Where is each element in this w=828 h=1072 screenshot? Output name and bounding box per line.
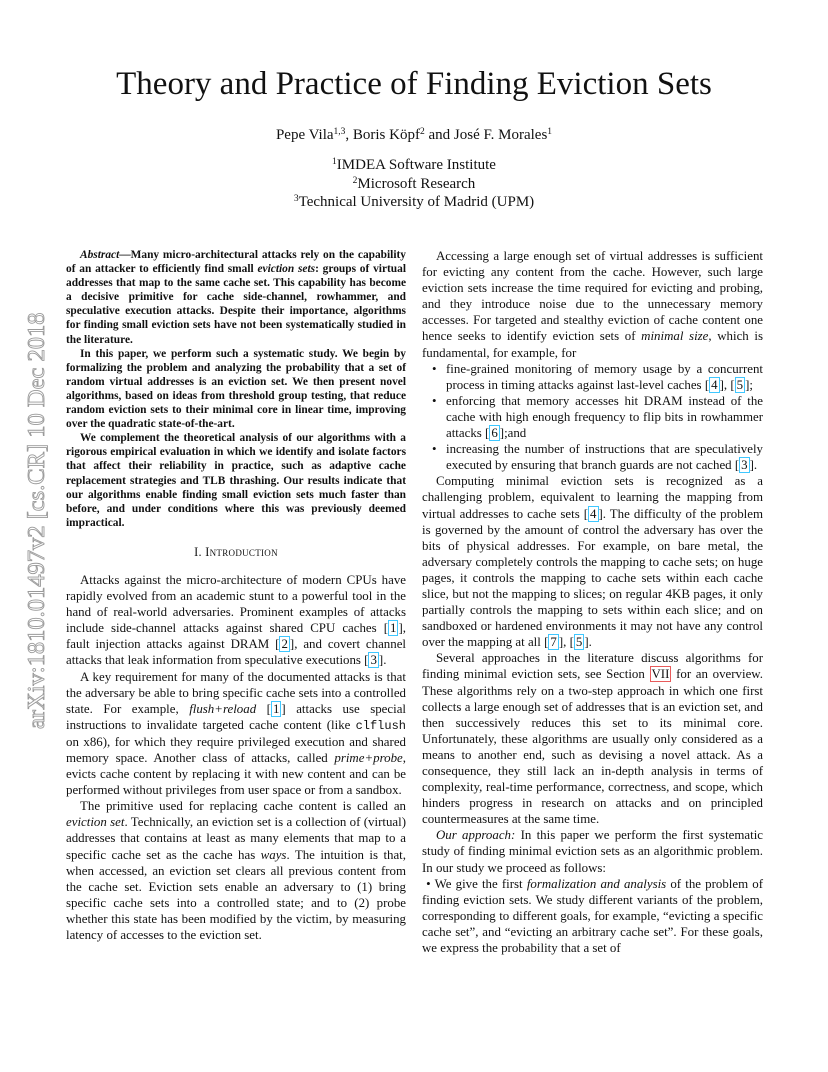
section-link[interactable]: VII xyxy=(651,667,670,682)
affil-name: IMDEA Software Institute xyxy=(336,157,496,173)
citation-link[interactable]: 1 xyxy=(272,701,280,716)
text-run: , which is fundamental, for example, for xyxy=(422,329,763,360)
text-run: ;and xyxy=(504,426,527,441)
code-term: clflush xyxy=(355,718,406,733)
text-run: Attacks against the micro-architecture of modern CPUs have rapidly evolved from an academic stunt to a powerful tool in the hand of real-world adversaries. Prominent examples of attacks include side-channel attacks against shared CPU caches xyxy=(66,572,406,636)
affiliation xyxy=(0,175,828,194)
arxiv-stamp-text: arXiv:1810.01497v2 [cs.CR] 10 Dec 2018 xyxy=(23,312,50,729)
text-run: The primitive used for replacing cache content is called an xyxy=(80,799,406,814)
citation-link[interactable]: 1 xyxy=(390,621,397,636)
right-column xyxy=(422,248,763,956)
text-run: enforcing that memory accesses hit DRAM instead of the cache with high enough frequency to flip bits in rowhammer attacks xyxy=(446,393,763,441)
author-separator: , xyxy=(345,127,353,143)
text-run: —Many micro-architectural attacks rely on the capability of an attacker to efficiently find small xyxy=(66,249,406,276)
body-paragraph xyxy=(422,827,763,875)
citation-link[interactable]: 3 xyxy=(370,653,377,668)
affil-mark: 1 xyxy=(332,157,337,167)
affil-mark: 3 xyxy=(293,194,299,204)
text-run: . xyxy=(588,635,592,650)
author-separator: and xyxy=(424,127,454,143)
citation-link[interactable]: 2 xyxy=(281,637,288,652)
emphasis: minimal size xyxy=(641,329,709,344)
text-run: fine-grained monitoring of memory usage by a concurrent process in timing attacks against last-level caches xyxy=(446,361,763,392)
citation-link[interactable]: 5 xyxy=(575,635,583,650)
emphasis: formalization and analysis xyxy=(526,876,667,891)
body-paragraph: Computing minimal eviction sets is recognized as a challenging problem, equivalent to learning the mapping from virtual addresses to cache sets [ 4 ]. The difficulty of the problem is governed by the amount of control the adversary has over the bits of physical addresses. For example, on bare metal, the adversary completely controls the mapping to cache sets; on huge pages, it controls the mapping to cache sets within each cache slice, but not the mapping to slices; on regular 4KB pages, it only partially controls the mapping to sets within each slice; and on sandboxed or hardened environments it may not have any control over the mapping at all [ 7 ], [ 5 ]. xyxy=(422,474,764,650)
text-run: , fault injection attacks against DRAM xyxy=(66,621,406,652)
bullet-item: • increasing the number of instructions that are speculatively executed by ensuring that branch guards are not cached [ 3 ]. xyxy=(446,441,763,473)
author-name: José F. Morales xyxy=(453,127,548,143)
text-run: . The intuition is that, when accessed, an eviction set clears all previous content from the cache set. Eviction sets enable an adversary to (1) bring specific cache sets into a controlled state; and to (2) probe whether this state has been modified by the victim, by measuring latency of accesses to the eviction set. xyxy=(66,847,406,943)
affil-mark: 2 xyxy=(352,175,358,186)
abstract-paragraph: We complement the theoretical analysis of our algorithms with a rigorous empirical evaluation in which we identify and isolate factors that affect their reliability in practice, such as adaptive cache replacement strategies and TLB thrashing. Our results indicate that our algorithms enable finding small eviction sets much faster than before, and under conditions where this was previously deemed impractical. xyxy=(66,432,406,529)
body-paragraph: Attacks against the micro-architecture of modern CPUs have rapidly evolved from an academic stunt to a powerful tool in the hand of real-world adversaries. Prominent examples of attacks include side-channel attacks against shared CPU caches [ 1 ], fault injection attacks against DRAM [ 2 ], and covert channel attacks that leak information from speculative executions [ 3 ]. xyxy=(66,572,406,668)
paragraph-heading: Our approach: xyxy=(436,828,516,843)
body-paragraph xyxy=(66,798,406,943)
text-run: Several approaches in the literature discuss algorithms for finding minimal eviction sets, see Section xyxy=(422,651,763,682)
author-name: Boris Köpf xyxy=(352,127,420,143)
citation-link[interactable]: 4 xyxy=(590,506,597,521)
emphasis: ways xyxy=(260,847,287,862)
arxiv-stamp xyxy=(14,255,54,735)
bullet-paragraph: • We give the first formalization and analysis of the problem of finding eviction sets. We study different variants of the problem, corresponding to different goals, for example, “evicting a specific cache set”, and “evicting an arbitrary cache set”. For these goals, we express the probability that a set of xyxy=(422,876,764,956)
author-affil-mark: 1,3 xyxy=(333,127,346,137)
body-paragraph xyxy=(422,650,763,827)
emphasis: eviction set xyxy=(66,815,125,830)
text-run: for an overview. These algorithms rely on a two-step approach in which one first collects a large enough set of addresses that is an eviction set, and then successively reduces this set to its minimal core. Unfortunately, these algorithms are usually only considered as a means to another end, such as devising a novel attack. As a consequence, they still lack an in-depth analysis in terms of complexity, real-time performance, correctness, and scope, which hinders progress in research on attacks and on principled countermeasures at the same time. xyxy=(422,667,763,827)
citation-link[interactable]: 4 xyxy=(711,377,718,392)
citation-link[interactable]: 5 xyxy=(736,377,744,392)
text-run: , and covert channel attacks that leak information from speculative executions xyxy=(66,637,406,668)
author-affil-mark: 2 xyxy=(419,127,425,137)
text-run: , xyxy=(563,635,570,650)
text-run: , evicts cache content by replacing it with new content and can be performed without privileges from user space or from a sandbox. xyxy=(66,751,406,798)
text-run: : groups of virtual addresses that map to the same cache set. This capability has become a decisive primitive for cache side-channel, rowhammer, and speculative execution attacks. Despite their importance, algorithms for finding small eviction sets have not been systematically studied in the literature. xyxy=(66,263,406,346)
text-run: In this paper we perform the first systematic study of finding minimal eviction sets as an algorithmic problem. In our study we proceed as follows: xyxy=(422,828,763,875)
text-run: increasing the number of instructions that are speculatively executed by ensuring that branch guards are not cached xyxy=(446,442,763,473)
abstract-paragraph xyxy=(66,248,406,347)
text-run: . Technically, an eviction set is a collection of (virtual) addresses that contains at least as many elements that map to a specific cache set as the cache has xyxy=(66,815,406,862)
text-run: Accessing a large enough set of virtual addresses is sufficient for evicting any content from the cache. However, such large eviction sets increase the time required for evicting and probing, and they introduce noise due to the unnecessary memory accesses. For targeted and stealthy eviction of cache content one hence seeks to identify eviction sets of xyxy=(422,249,763,344)
text-run: ; xyxy=(749,377,753,392)
author-list xyxy=(0,126,828,144)
text-run: . xyxy=(383,653,387,668)
section-title: Introduction xyxy=(205,544,278,559)
emphasis: eviction sets xyxy=(257,263,316,276)
text-run: A key requirement for many of the documented attacks is that the adversary be able to bring specific cache sets into a controlled state. For example, xyxy=(66,669,406,716)
affiliations xyxy=(0,156,828,212)
affiliation xyxy=(0,193,828,212)
affil-name: Microsoft Research xyxy=(357,175,476,192)
text-run: We give the first xyxy=(434,876,527,891)
text-run: , xyxy=(723,377,731,392)
text-run: on x86), for which they require privileged execution and shared memory space. Another class of attacks, called xyxy=(66,734,406,765)
section-heading xyxy=(66,544,406,560)
text-run: attacks use special instructions to invalidate targeted cache content (like xyxy=(66,701,407,732)
bullet-item: • fine-grained monitoring of memory usage by a concurrent process in timing attacks against last-level caches [ 4 ], [ 5 ]; xyxy=(446,361,763,393)
author-name: Pepe Vila xyxy=(275,127,334,143)
left-column xyxy=(66,248,406,943)
body-paragraph: A key requirement for many of the documented attacks is that the adversary be able to bring specific cache sets into a controlled state. For example, flush+reload [ 1 ] attacks use special instructions to invalidate targeted cache content (like clflush on x86), for which they require privileged execution and shared memory space. Another class of attacks, called prime+probe, evicts cache content by replacing it with new content and can be performed without privileges from user space or from a sandbox. xyxy=(66,669,407,798)
bullet-list xyxy=(422,361,763,474)
emphasis: prime+probe xyxy=(334,751,403,765)
bullet-item: • enforcing that memory accesses hit DRAM instead of the cache with high enough frequency to flip bits in rowhammer attacks [ 6 ];and xyxy=(446,393,763,441)
affil-name: Technical University of Madrid (UPM) xyxy=(298,194,535,210)
body-paragraph xyxy=(422,248,763,361)
affiliation xyxy=(0,156,828,175)
section-number: I. xyxy=(194,544,202,559)
abstract-label: Abstract xyxy=(80,249,120,261)
citation-link[interactable]: 6 xyxy=(491,426,498,441)
emphasis: flush+reload xyxy=(189,701,257,716)
text-run: . The difficulty of the problem is governed by the amount of control the adversary has over the bits of physical addresses. For example, on bare metal, the adversary completely controls the mapping to cache sets; on huge pages, it controls the mapping to cache sets within each cache slice, but not the mapping to slices; on regular 4KB pages, it only partially controls the mapping to sets within each slice; and on sandboxed or hardened environments it may not have any control over the mapping at all xyxy=(422,506,764,650)
text-run: Computing minimal eviction sets is recognized as a challenging problem, equivalent to learning the mapping from virtual addresses to cache sets xyxy=(422,474,763,521)
text-run: of the problem of finding eviction sets. We study different variants of the problem, corresponding to different goals, for example, “evicting a specific cache set”, and “evicting an arbitrary cache set”. For these goals, we express the probability that a set of xyxy=(422,876,764,956)
author-affil-mark: 1 xyxy=(547,127,553,137)
abstract-paragraph: In this paper, we perform such a systematic study. We begin by formalizing the problem and analyzing the probability that a set of random virtual addresses is an eviction set. We then present novel algorithms, based on ideas from threshold group testing, that reduce random eviction sets to their minimal core in linear time, improving over the quadratic state-of-the-art. xyxy=(66,347,406,431)
citation-link[interactable]: 7 xyxy=(550,635,557,650)
text-run: . xyxy=(753,458,758,473)
abstract xyxy=(66,248,406,530)
paper-title: Theory and Practice of Finding Eviction Sets xyxy=(116,66,712,102)
citation-link[interactable]: 3 xyxy=(741,458,748,473)
